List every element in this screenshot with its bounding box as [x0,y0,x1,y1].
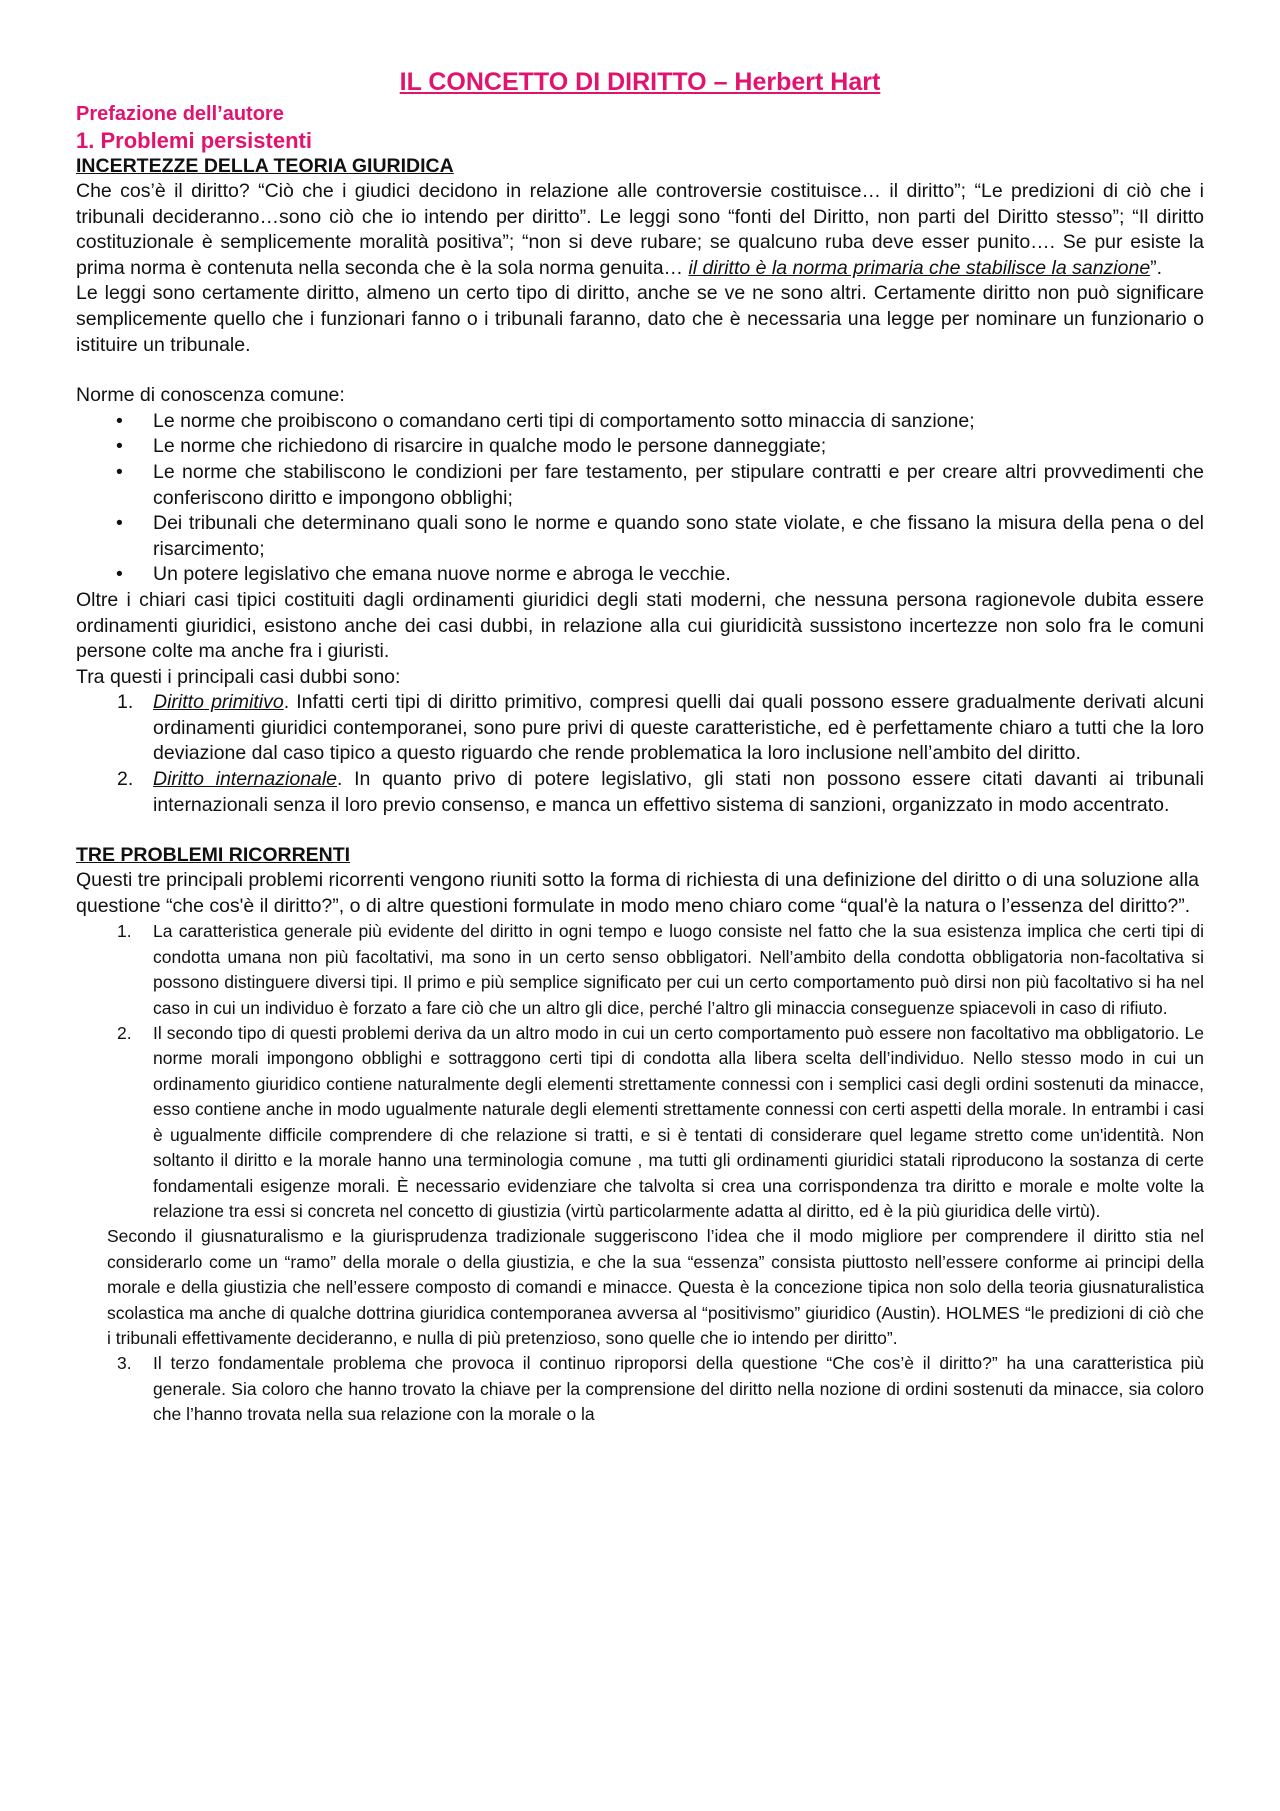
list-item: 2. Diritto internazionale. In quanto privo di potere legislativo, gli stati non possono essere citati davanti ai tribunali internazionali senza il loro previo consenso, e manca un effettivo sistema di sanzioni, organizzato in modo accentrato. [117,768,1204,816]
paragraph-laws: Le leggi sono certamente diritto, almeno un certo tipo di diritto, anche se ve ne sono altri. Certamente diritto non può significare semplicemente quello che i funzionari fanno o i tribunali faranno, dato che è necessaria una legge per nominare un funzionario o istituire un tribunale. [76,282,1204,356]
preface-heading: Prefazione dell’autore [76,103,284,125]
bullet-icon: • [116,435,123,458]
list-item: 1. La caratteristica generale più evidente del diritto in ogni tempo e luogo consiste nel fatto che la sua esistenza implica che certi tipi di condotta umana non più facoltativi, ma sono in un certo senso obbligatori. Nell’ambito della condotta obbligatoria non-facoltativa si possono distinguere diversi tipi. Il primo e più semplice significato per cui un certo comportamento può dirsi non più facoltativo si ha nel caso in cui un individuo è forzato a fare ciò che un altro gli dice, perché l’altro gli minaccia conseguenze spiacevoli in caso di rifiuto. [117,921,1204,1018]
section-heading-incertezze: INCERTEZZE DELLA TEORIA GIURIDICA [76,155,454,177]
norms-intro: Norme di conoscenza comune: [76,384,345,407]
problems-list [76,919,1204,1224]
document-title: IL CONCETTO DI DIRITTO – Herbert Hart [399,68,881,96]
paragraph-text-end: ”. [1150,256,1163,279]
list-item: • Le norme che proibiscono o comandano certi tipi di comportamento sotto minaccia di sanzione; [153,409,1204,435]
paragraph-intro-problems: Questi tre principali problemi ricorrenti vengono riuniti sotto la forma di richiesta di una definizione del diritto o di una soluzione alla questione “che cos'è il diritto?”, o di altre questioni formulate in modo meno chiaro come “qual'è la natura o l’essenza del diritto?”. [76,869,1199,917]
bullet-icon: • [116,512,123,535]
bullet-icon: • [116,409,123,432]
list-item: 3. Il terzo fondamentale problema che provoca il continuo riproporsi della questione “Che cos’è il diritto?” ha una caratteristica più generale. Sia coloro che hanno trovato la chiave per la comprensione del diritto nella nozione di ordini sostenuti da minacce, sia coloro che l’hanno trovata nella sua relazione con la morale o la [117,1353,1204,1425]
paragraph-giusnaturalismo: Secondo il giusnaturalismo e la giurisprudenza tradizionale suggeriscono l’idea che il modo migliore per comprendere il diritto stia nel considerarlo come un “ramo” della morale o della giustizia, e che la sua “essenza” consista piuttosto nell’essere conforme ai principi della morale e della giustizia che nell’essere composto di comandi e minacce. Questa è la concezione tipica non solo della teoria giusnaturalistica scolastica ma anche di qualche dottrina giuridica contemporanea avversa al “positivismo” giuridico (Austin). HOLMES “le predizioni di ciò che i tribunali effettivamente decideranno, e nulla di più pretenzioso, sono quelle che io intendo per diritto”. [107,1226,1204,1348]
paragraph-main-doubts: Tra questi i principali casi dubbi sono: [76,665,401,688]
list-item: 2. Il secondo tipo di questi problemi deriva da un altro modo in cui un certo comportamento può essere non facoltativo ma obbligatorio. Le norme morali impongono obblighi e sottraggono certi tipi di condotta alla libera scelta dell’individuo. Nello stesso modo in cui un ordinamento giuridico contiene naturalmente degli elementi strettamente connessi con i semplici casi degli ordini sostenuti da minacce, esso contiene anche in modo ugualmente naturale degli elementi strettamente connessi con certi aspetti della morale. In entrambi i casi è ugualmente difficile comprendere di che relazione si tratti, e si è tentati di considerare quel legame stretto come un'identità. Non soltanto il diritto e la morale hanno una terminologia comune , ma tutti gli ordinamenti giuridici statali riproducono la sostanza di certe fondamentali esigenze morali. È necessario evidenziare che talvolta si crea una corrispondenza tra diritto e morale e molte volte la relazione tra essi si concreta nel concetto di giustizia (virtù particolarmente adatta al diritto, ed è la più giuridica delle virtù). [117,1023,1204,1221]
emphasized-quote: il diritto è la norma primaria che stabilisce la sanzione [688,256,1151,279]
list-item: • Le norme che stabiliscono le condizioni per fare testamento, per stipulare contratti e per creare altri provvedimenti che conferiscono diritto e impongono obblighi; [116,460,1204,509]
section-heading-tre-problemi: TRE PROBLEMI RICORRENTI [76,844,351,867]
paragraph-definitions [76,179,1204,281]
chapter-heading: 1. Problemi persistenti [76,128,312,153]
term-diritto-primitivo: Diritto primitivo [153,691,284,714]
list-item: • Dei tribunali che determinano quali sono le norme e quando sono state violate, e che fissano la misura della pena o del risarcimento; [116,512,1204,560]
paragraph-doubtful-cases: Oltre i chiari casi tipici costituiti dagli ordinamenti giuridici degli stati moderni, che nessuna persona ragionevole dubita essere ordinamenti giuridici, esistono anche dei casi dubbi, in relazione alla cui giuridicità sussistono incertezze non solo fra le comuni persone colte ma anche fra i giuristi. [76,588,1204,663]
term-diritto-internazionale: Diritto internazionale [153,768,338,791]
paragraph-text: Che cos’è il diritto? “Ciò che i giudici decidono in relazione alle controversie costituisce… il diritto”; “Le predizioni di ciò che i tribunali decideranno…sono ciò che io intendo per diritto”. Le leggi sono “fonti del Diritto, non parti del Diritto stesso”; “Il diritto costituzionale è semplicemente moralità positiva”; “non si deve rubare; se qualcuno ruba deve esser punito…. Se pur esiste la prima norma è contenuta nella seconda che è la sola norma genuita… [76,180,1204,279]
bullet-icon: • [116,563,123,586]
list-item: 1. Diritto primitivo. Infatti certi tipi di diritto primitivo, compresi quelli dai quali possono essere gradualmente derivati alcuni ordinamenti giuridici contemporanei, sono pure privi di queste caratteristiche, ed è perfettamente chiaro a tutti che la loro deviazione dal caso tipico a questo riguardo che rende problematica la loro inclusione nell’ambito del diritto. [117,691,1205,765]
norms-list [76,409,1204,588]
list-item: • Le norme che richiedono di risarcire in qualche modo le persone danneggiate; [153,434,1204,460]
problems-list-continued [76,1351,1204,1427]
bullet-icon: • [116,460,123,483]
list-item: • Un potere legislativo che emana nuove norme e abroga le vecchie. [153,562,1204,588]
doubts-list [76,690,1204,818]
